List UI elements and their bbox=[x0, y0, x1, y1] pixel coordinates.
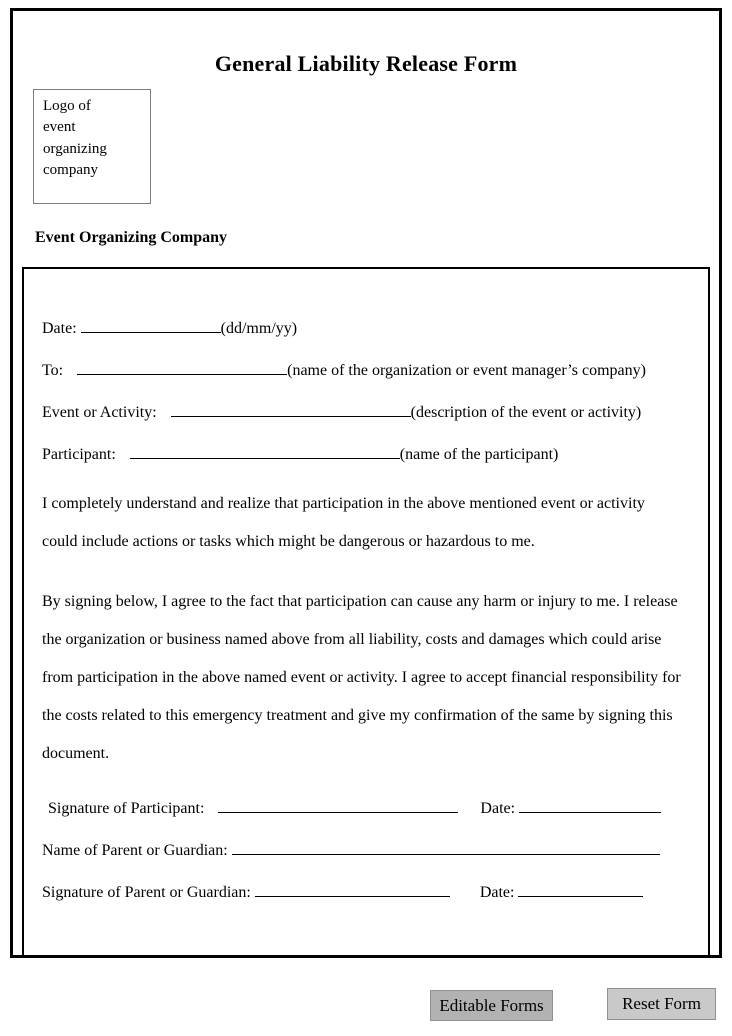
event-blank-line[interactable] bbox=[171, 403, 411, 417]
form-page-border bbox=[10, 8, 722, 958]
guardian-date-label: Date: bbox=[479, 884, 515, 901]
participant-blank-line[interactable] bbox=[130, 445, 400, 459]
guardian-signature-line[interactable] bbox=[255, 883, 450, 897]
participant-label: Participant: bbox=[42, 446, 116, 463]
field-event-or-activity bbox=[42, 401, 698, 424]
field-participant bbox=[42, 443, 698, 466]
participant-signature-line[interactable] bbox=[218, 799, 458, 813]
form-title: General Liability Release Form bbox=[214, 51, 518, 76]
date-label: Date: bbox=[42, 320, 77, 337]
event-note: (description of the event or activity) bbox=[410, 404, 642, 421]
guardian-name-label: Name of Parent or Guardian: bbox=[42, 842, 228, 859]
date-blank-line[interactable] bbox=[81, 319, 221, 333]
date-format-note: (dd/mm/yy) bbox=[220, 320, 298, 337]
guardian-signature-row bbox=[42, 881, 698, 904]
guardian-name-line[interactable] bbox=[232, 841, 660, 855]
to-blank-line[interactable] bbox=[77, 361, 287, 375]
editable-forms-button[interactable]: Editable Forms bbox=[430, 990, 553, 1021]
event-label: Event or Activity: bbox=[42, 404, 157, 421]
field-to bbox=[42, 359, 698, 382]
logo-placeholder-box: Logo of event organizing company bbox=[33, 89, 151, 204]
form-body bbox=[22, 267, 710, 957]
participant-signature-label: Signature of Participant: bbox=[48, 800, 205, 817]
guardian-date-line[interactable] bbox=[518, 883, 643, 897]
participant-signature-row bbox=[42, 797, 698, 820]
guardian-signature-label: Signature of Parent or Guardian: bbox=[42, 884, 251, 901]
company-heading: Event Organizing Company bbox=[35, 229, 228, 246]
guardian-name-row bbox=[42, 839, 698, 862]
to-label: To: bbox=[42, 362, 64, 379]
to-note: (name of the organization or event manager’s company) bbox=[287, 362, 646, 379]
participant-date-label: Date: bbox=[480, 800, 516, 817]
participant-note: (name of the participant) bbox=[399, 446, 559, 463]
participant-date-line[interactable] bbox=[519, 799, 661, 813]
acknowledgement-paragraph: I completely understand and realize that participation in the above mentioned event or activity could include actions or tasks which might be dangerous or hazardous to me. bbox=[42, 495, 645, 550]
release-paragraph: By signing below, I agree to the fact that participation can cause any harm or injury to me. I release the organization or business named above from all liability, costs and damages which could arise from participation in the above named event or activity. I agree to accept financial responsibility for the costs related to this emergency treatment and give my confirmation of the same by signing this document. bbox=[42, 593, 681, 762]
reset-form-button[interactable]: Reset Form bbox=[607, 988, 716, 1020]
field-date bbox=[42, 317, 698, 340]
